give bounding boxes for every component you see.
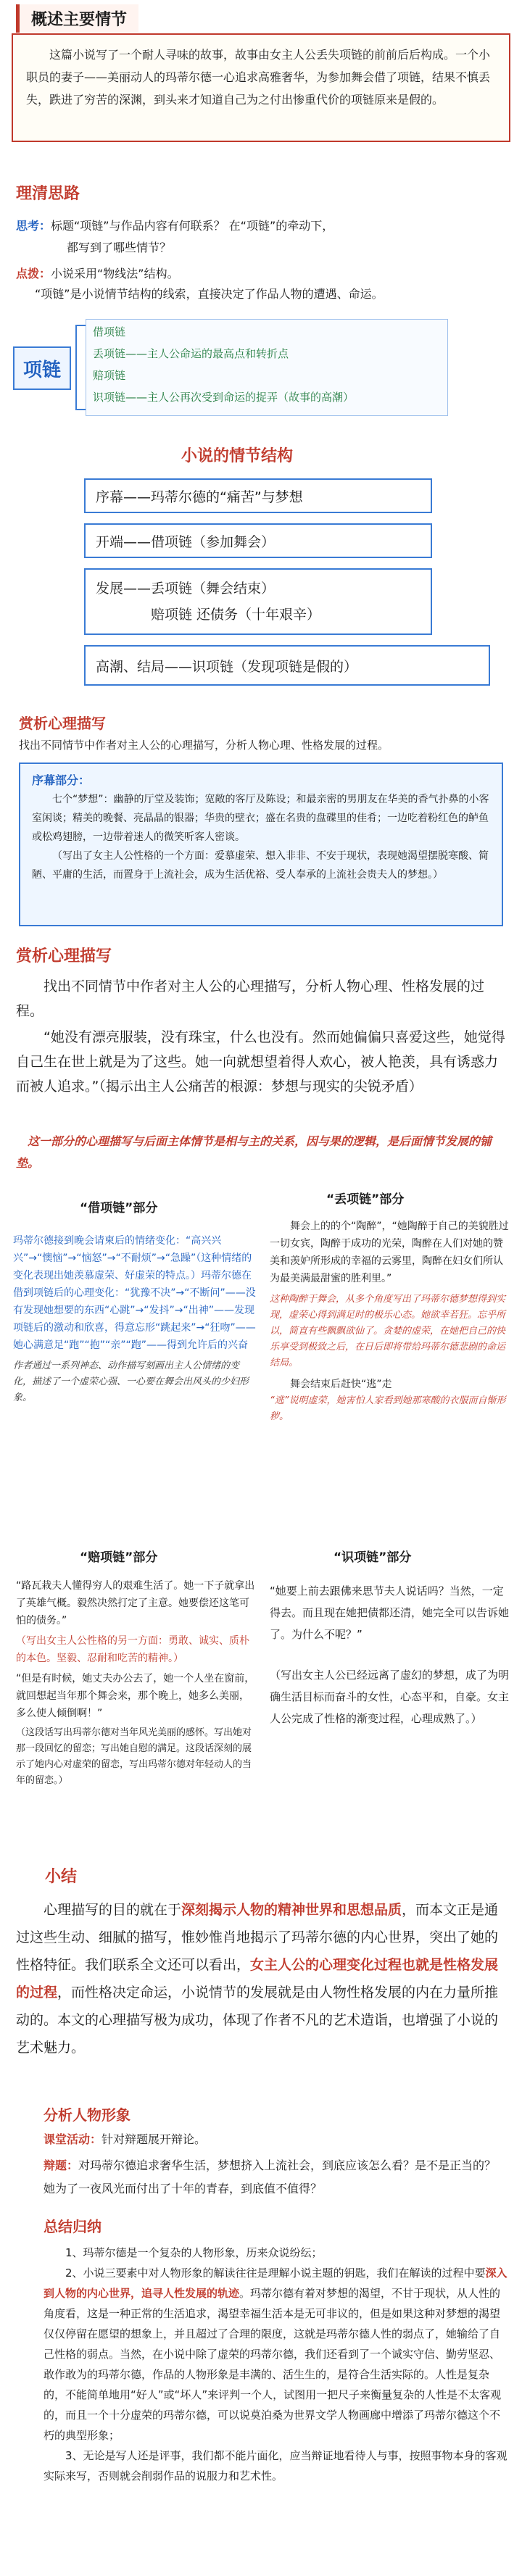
pay-text-2: （写出女主人公性格的另一方面：勇敢、诚实、质朴的本色。坚毅、忍耐和吃苦的精神。） bbox=[16, 1635, 249, 1664]
plot-development-2: 赔项链 还债务（十年艰辛） bbox=[151, 607, 321, 623]
plot-title: 小说的情节结构 bbox=[181, 447, 294, 465]
identify-text-1: “她要上前去跟佛来思节夫人说话吗？当然，一定得去。而且现在她把债都还清，她完全可以告诉她了。为什么不呢？” bbox=[270, 1584, 510, 1641]
lose-post-2: “逃”说明虚荣，她害怕人家看到她那寒酸的衣服而自惭形秽。 bbox=[270, 1395, 506, 1422]
conclusion-item-3: 3、无论是写人还是评事，我们都不能片面化，应当辩证地看待人与事，按照事物本身的客观实际来写，否则就会削弱作品的说服力和艺术性。 bbox=[44, 2449, 508, 2482]
chain-item-identify: 识项链——主人公再次受到命运的捉弄（故事的高潮） bbox=[93, 391, 355, 404]
overview-title: 概述主要情节 bbox=[16, 4, 138, 33]
debate-label: 辩题： bbox=[44, 2159, 79, 2172]
pay-col bbox=[16, 1577, 255, 1789]
analysis-title: 分析人物形象 bbox=[44, 2106, 130, 2124]
summary-text bbox=[16, 1896, 509, 2061]
summary-title: 小结 bbox=[45, 1868, 78, 1886]
conclusion-item-2-b: 深入到人物的内心世界，追寻人性发展的轨迹 bbox=[44, 2267, 508, 2300]
think-line-2: 都写到了哪些情节？ bbox=[67, 241, 172, 254]
prologue-box bbox=[19, 763, 503, 926]
prologue-box-note bbox=[32, 847, 490, 884]
prologue-box-title: 序幕部分： bbox=[32, 773, 91, 787]
summary-text-a: 心理描写的目的就在于 bbox=[44, 1902, 182, 1918]
plot-beginning: 开端——借项链（参加舞会） bbox=[84, 523, 432, 558]
psych2-title: 赏析心理描写 bbox=[16, 947, 112, 965]
debate-text bbox=[44, 2154, 508, 2201]
identify-col bbox=[270, 1580, 509, 1729]
prologue-box-text: 七个“梦想”：幽静的厅堂及装饰；宽敞的客厅及陈设；和最亲密的男朋友在华美的香气扑鼻的小客室闲谈；精美的晚餐、亮晶晶的银器；华贵的壁衣；盛在名贵的盘碟里的佳肴；一边吃着粉红色的鲈鱼或松鸡翅膀，一边带着迷人的微笑听客人密谈。 bbox=[32, 794, 489, 843]
psych1-subtitle: 找出不同情节中作者对主人公的心理描写，分析人物心理、性格发展的过程。 bbox=[19, 739, 389, 752]
chain-tag: 项链 bbox=[13, 346, 71, 390]
conclusion-item-1: 1、玛蒂尔德是一个复杂的人物形象，历来众说纷纭； bbox=[65, 2246, 323, 2259]
identify-title: “识项链”部分 bbox=[334, 1550, 412, 1565]
chain-item-lose: 丢项链——主人公命运的最高点和转折点 bbox=[93, 347, 289, 360]
lose-post: 舞会结束后赶快“逃”走 bbox=[290, 1379, 392, 1390]
pay-text-4: （这段话写出玛蒂尔德对当年风光美丽的感怀。写出她对那一段回忆的留恋；写出她自慰的满足。这段话深刻的展示了她内心对虚荣的留恋，写出玛蒂尔德对年轻动人的当年的留恋。） bbox=[16, 1727, 252, 1786]
hint-label: 点拨： bbox=[16, 267, 51, 281]
lose-note: 这种陶醉于舞会，从多个角度写出了玛蒂尔德梦想得到实现，虚荣心得到满足时的极乐心态。她欲幸若狂。忘乎所以，简直有些飘飘欲仙了。贪婪的虚荣，在她把自己的快乐享受到极致之后，在日后即将带给玛蒂尔德悲剧的命运结局。 bbox=[270, 1294, 506, 1368]
summary-text-e: ，而性格决定命运，小说情节的发展就是由人物性格发展的内在力量所推动的。本文的心理描写极为成功，体现了作者不凡的艺术造诣，也增强了小说的艺术魅力。 bbox=[16, 1985, 499, 2056]
borrow-title: “借项链”部分 bbox=[80, 1201, 158, 1216]
identify-text-2: （写出女主人公已经远离了虚幻的梦想，成了为明确生活目标而奋斗的女性，心态平和，自豪。女主人公完成了性格的渐变过程，心理成熟了。） bbox=[270, 1669, 510, 1725]
activity-text: 针对辩题展开辩论。 bbox=[102, 2132, 207, 2146]
psych2-note: 这一部分的心理描写与后面主体情节是相与主的关系，因与果的逻辑，是后面情节发展的铺垫。 bbox=[16, 1134, 492, 1170]
psych1-title: 赏析心理描写 bbox=[19, 715, 106, 732]
think-line bbox=[16, 216, 334, 236]
pay-text-1: “路瓦栽夫人懂得穷人的艰难生活了。她一下子就拿出了英雄气概。毅然决然打定了主意。她要偿还这笔可怕的债务。” bbox=[16, 1580, 255, 1626]
lose-text: 舞会上的的个“陶醉”，“她陶醉于自己的美貌胜过一切女宾，陶醉于成功的光荣，陶醉在人们对她的赞美和羡妒所形成的幸福的云雾里，陶醉在妇女们所认为最美满最甜蜜的胜利里。” bbox=[270, 1221, 509, 1284]
plot-development bbox=[84, 568, 432, 635]
summary-text-c: ，而本文正是通过这些生动、细腻的描写，惟妙惟肖地揭示了玛蒂尔德的内心世界，突出了她的性格特征。我们联系全文还可以看出， bbox=[16, 1902, 499, 1973]
plot-climax: 高潮、结局——识项链（发现项链是假的） bbox=[84, 645, 490, 686]
conclusion-item-2-c: 。玛蒂尔德有着对梦想的渴望，不甘于现状，从人性的角度看，这是一种正常的生活追求，渴望幸福生活本是无可非议的，但是如果这种对梦想的渴望仅仅停留在愿望的想象上，并且超过了合理的限度，这就是玛蒂尔德人性的弱点了，她输给了自己性格的弱点。当然，在小说中除了虚荣的玛蒂尔德，我们还看到了一个诚实守信、勤劳坚忍、敢作敢为的玛蒂尔德，作品的人物形象是丰满的、活生生的，是符合生活实际的。人性是复杂的，不能简单地用“好人”或“坏人”来评判一个人，试图用一把尺子来衡量复杂的人性是不太客观的，而且一个十分虚荣的玛蒂尔德，可以说莫泊桑为世界文学人物画廊中增添了玛蒂尔德这个不朽的典型形象； bbox=[44, 2287, 502, 2442]
conclusion-list bbox=[44, 2243, 509, 2486]
psych2-intro: 找出不同情节中作者对主人公的心理描写，分析人物心理、性格发展的过程。 bbox=[16, 979, 485, 1019]
summary-text-d: 女主人公的心理变化过程也就是性格发展的过程 bbox=[16, 1957, 499, 2000]
activity-line bbox=[44, 2130, 206, 2150]
conclusion-item-2-a: 2、小说三要素中对人物形象的解读往往是理解小说主题的钥匙，我们在解读的过程中要 bbox=[65, 2267, 486, 2280]
hint-text-1: 小说采用“物线法”结构。 bbox=[51, 267, 179, 281]
conclusion-title: 总结归纳 bbox=[44, 2218, 102, 2235]
pay-title: “赔项链”部分 bbox=[80, 1550, 158, 1565]
plot-development-1: 发展——丢项链（舞会结束） bbox=[96, 581, 276, 597]
borrow-col bbox=[13, 1232, 257, 1406]
psych2-quote: “她没有漂亮服装，没有珠宝，什么也没有。然而她偏偏只喜爱这些，她觉得自己生在世上就是为了这些。她一向就想望着得人欢心，被人艳羡，具有诱惑力而被人追求。”（揭示出主人公痛苦的根源：梦想与现实的尖锐矛盾） bbox=[16, 1029, 505, 1094]
think-text: 标题“项链”与作品内容有何联系？ 在“项链”的牵动下， bbox=[51, 219, 334, 233]
conclusion-item-2 bbox=[44, 2263, 509, 2446]
summary-text-b: 深刻揭示人物的精神世界和思想品质 bbox=[181, 1902, 402, 1918]
lose-title: “丢项链”部分 bbox=[326, 1192, 405, 1207]
overview-text: 这篇小说写了一个耐人寻味的故事，故事由女主人公丢失项链的前前后后构成。一个小职员的妻子——美丽动人的玛蒂尔德一心追求高雅奢华，为参加舞会借了项链，结果不慎丢失，跌进了穷苦的深渊，到头来才知道自己为之付出惨重代价的项链原来是假的。 bbox=[26, 48, 491, 107]
lose-col bbox=[270, 1218, 509, 1425]
plot-prologue: 序幕——玛蒂尔德的“痛苦”与梦想 bbox=[84, 478, 432, 513]
chain-bracket bbox=[75, 325, 86, 410]
overview-box bbox=[12, 33, 510, 142]
chain-item-pay: 赔项链 bbox=[93, 369, 126, 382]
debate-body: 对玛蒂尔德追求奢华生活，梦想挤入上流社会，到底应该怎么看？是不是正当的？她为了一夜风光而付出了十年的青春，到底值不值得？ bbox=[44, 2159, 497, 2195]
think-label: 思考： bbox=[16, 219, 51, 233]
activity-label: 课堂活动： bbox=[44, 2132, 102, 2146]
hint-line bbox=[16, 264, 179, 284]
hint-line-2: “项链”是小说情节结构的线索，直接决定了作品人物的遭遇、命运。 bbox=[35, 287, 384, 301]
borrow-note: 作者通过一系列神态、动作描写刻画出主人公情绪的变化，描述了一个虚荣心强、一心要在舞会出风头的少妇形象。 bbox=[13, 1360, 249, 1403]
pay-text-3: “但是有时候，她丈夫办公去了，她一个人坐在窗前，就回想起当年那个舞会来，那个晚上，她多么美丽，多么使人倾倒啊！” bbox=[16, 1673, 255, 1719]
clue-title: 理清思路 bbox=[16, 185, 80, 203]
borrow-text: 玛蒂尔德接到晚会请柬后的情绪变化：“高兴兴兴”→“懊恼”→“恼怒”→“不耐烦”→“急躁”（这种情绪的变化表现出她羡慕虚荣、好虚荣的特点。）玛蒂尔德在借到项链后的心理变化：“犹豫不决”→“不断问”——没有发现她想要的东西“心跳”→“发抖”→“出神”——发现项链后的激动和欣喜，得意忘形“跳起来”→“狂吻”——她心满意足“跑”“抱”“亲”“跑”——得到允许后的兴奋 bbox=[13, 1235, 256, 1351]
chain-item-borrow: 借项链 bbox=[93, 325, 126, 338]
prologue-note: （写出了女主人公性格的一个方面：爱慕虚荣、想入非非、不安于现状，表现她渴望摆脱寒酸、简陋、平庸的生活，而置身于上流社会，成为生活优裕、受人奉承的上流社会贵夫人的梦想。） bbox=[32, 850, 489, 881]
